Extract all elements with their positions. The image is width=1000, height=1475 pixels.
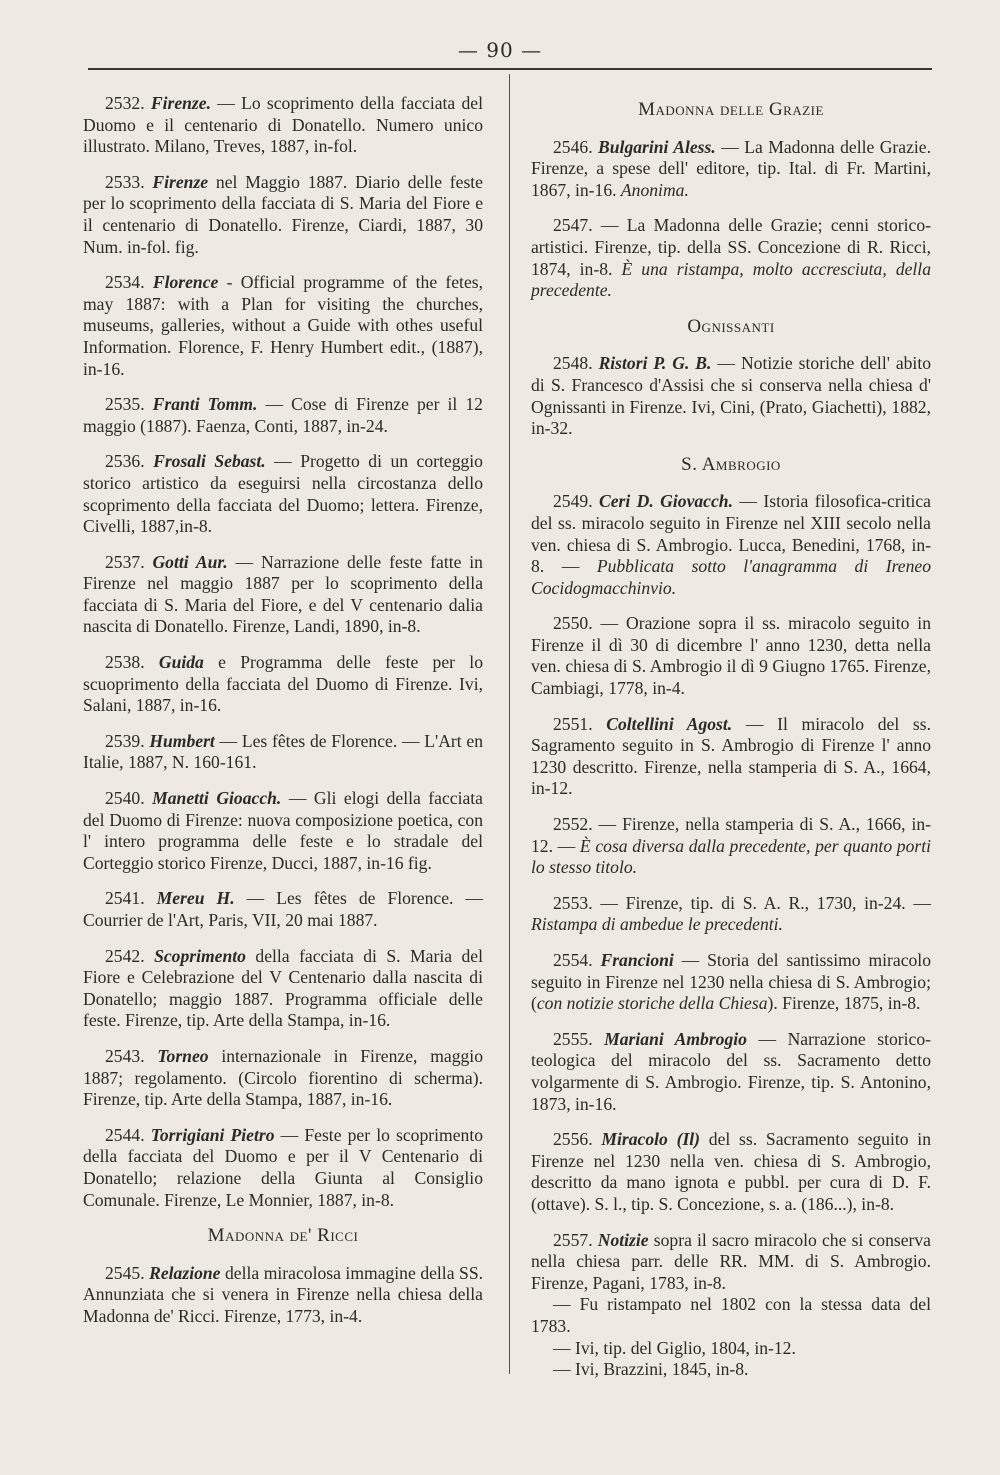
entry-number: 2542. [105, 945, 145, 966]
entry-author: Coltellini Agost. [606, 713, 733, 734]
entry-text: — Orazione sopra il ss. miracolo seguito in Firenze il dì 30 di dicembre l' anno 1230, detta nella ven. chiesa di S. Ambrogio il dì 9 Giugno 1765. Firenze, Cambiagi, 1778, in-4. [531, 613, 931, 699]
section-heading-madonna-delle-grazie: Madonna delle Grazie [638, 99, 824, 120]
entry-2541 [83, 888, 483, 931]
entry-author: Francioni [600, 950, 674, 970]
entry-number: 2551. [553, 713, 593, 734]
entry-2557-continuation: — Fu ristampato nel 1802 con la stessa data del 1783. [531, 1294, 931, 1336]
entry-text: della miracolosa immagine della SS. Annunziata che si venera in Firenze nella chiesa della Madonna de' Ricci. Firenze, 1773, in-4. [83, 1262, 483, 1326]
entry-text: — Les fêtes de Florence. — Courrier de l'Art, Paris, VII, 20 mai 1887. [83, 888, 483, 930]
entry-author: Firenze. [150, 93, 211, 113]
entry-number: 2543. [105, 1045, 145, 1066]
entry-number: 2535. [105, 394, 145, 415]
entry-number: 2536. [105, 451, 145, 472]
entry-author: Gotti Aur. [152, 551, 228, 572]
entry-text: internazionale in Firenze, maggio 1887; regolamento. (Circolo fiorentino di scherma). Firenze, tip. Arte della Stampa, 1887, in-16. [83, 1045, 483, 1110]
entry-text: e Programma delle feste per lo scuoprimento della facciata del Duomo di Firenze. Ivi, Salani, 1887, in-16. [83, 652, 483, 716]
entry-text: — Narrazione delle feste fatte in Firenze nel maggio 1887 per lo scoprimento della facciata di S. Maria del Fiore, e del V centenario dalia nascita di Donatello. Firenze, Landi, 1890, in-8. [83, 551, 483, 637]
entry-text: — Cose di Firenze per il 12 maggio (1887). Faenza, Conti, 1887, in-24. [83, 394, 483, 436]
entry-number: 2537. [105, 551, 145, 572]
entry-number: 2539. [105, 730, 145, 751]
entry-text: — Firenze, nella stamperia di S. A., 1666, in-12. — [531, 814, 931, 856]
entry-author: Miracolo (Il) [601, 1129, 701, 1150]
entry-2532 [83, 93, 483, 158]
entry-author: Frosali Sebast. [153, 451, 266, 472]
entry-author: Relazione [149, 1262, 221, 1283]
entry-2549 [531, 491, 931, 599]
entry-author: Manetti Gioacch. [152, 788, 282, 809]
entry-number: 2544. [105, 1124, 145, 1145]
entry-number: 2553. [553, 892, 593, 913]
entry-number: 2540. [105, 788, 145, 809]
entry-text: — La Madonna delle Grazie; cenni storico-artistici. Firenze, tip. della SS. Concezione di R. Ricci, 1874, in-8. [531, 215, 931, 279]
entry-2539 [83, 731, 483, 774]
entry-text: - Official programme of the fetes, may 1887: with a Plan for visiting the churches, museums, galleries, without a Guide with othes useful Information. Florence, F. Henry Humbert edit., (1887), in-16. [83, 272, 483, 379]
entry-2533 [83, 172, 483, 258]
entry-author: Florence [152, 272, 219, 293]
entry-2543 [83, 1046, 483, 1111]
entry-2553 [531, 893, 931, 936]
entry-2556 [531, 1129, 931, 1215]
entry-text: sopra il sacro miracolo che si conserva nella chiesa parr. delle RR. MM. di S. Ambrogio. Firenze, Pagani, 1783, in-8. [531, 1229, 931, 1293]
entry-note: Ristampa di ambedue le precedenti. [531, 914, 783, 935]
entry-text: — Les fêtes de Florence. — L'Art en Italie, 1887, N. 160-161. [83, 730, 483, 773]
entry-number: 2532. [105, 93, 145, 113]
entry-2551 [531, 714, 931, 800]
entry-number: 2554. [553, 950, 593, 970]
entry-2550 [531, 613, 931, 699]
entry-number: 2550. [553, 613, 593, 634]
entry-text: — Istoria filosofica-critica del ss. miracolo seguito in Firenze nel XIII secolo nella ven. chiesa di S. Ambrogio. Lucca, Benedini, 1768, in-8. — [531, 491, 931, 577]
entry-number: 2541. [105, 888, 145, 909]
entry-2554 [531, 950, 931, 1015]
entry-text: — Lo scoprimento della facciata del Duomo e il centenario di Donatello. Numero unico illustrato. Milano, Treves, 1887, in-fol. [83, 93, 483, 157]
entry-text: — La Madonna delle Grazie. Firenze, a spese dell' editore, tip. Ital. di Fr. Martini, 1867, in-16. [531, 136, 931, 200]
entry-number: 2547. [553, 215, 593, 236]
section-heading-s-ambrogio: S. Ambrogio [681, 453, 781, 475]
entry-note: con notizie storiche della Chiesa [536, 993, 768, 1014]
entry-author: Ceri D. Giovacch. [599, 491, 733, 512]
entry-number: 2555. [553, 1028, 593, 1049]
entry-author: Humbert [149, 730, 215, 751]
entry-2557-continuation: — Ivi, Brazzini, 1845, in-8. [553, 1359, 749, 1380]
entry-text: — Firenze, tip. di S. A. R., 1730, in-24. — [592, 892, 931, 913]
entry-text-end: ). Firenze, 1875, in-8. [767, 993, 921, 1014]
entry-author: Ristori P. G. B. [598, 353, 712, 374]
page-number: — 90 — [457, 38, 543, 62]
entry-author: Bulgarini Aless. [598, 136, 716, 157]
entry-note: È cosa diversa dalla precedente, per quanto porti lo stesso titolo. [531, 835, 931, 878]
entry-2557 [531, 1230, 931, 1295]
entry-2548 [531, 353, 931, 439]
entry-number: 2545. [105, 1262, 145, 1283]
entry-text: — Il miracolo del ss. Sagramento seguito in S. Ambrogio di Firenze l' anno 1230 descritto. Firenze, nella stamperia di S. A., 1664, in-12. [531, 713, 931, 799]
entry-author: Torneo [157, 1045, 209, 1066]
entry-text: — Storia del santissimo miracolo seguito in Firenze nel 1230 nella chiesa di S. Ambrogio; ( [531, 950, 931, 1014]
entry-text: — Notizie storiche dell' abito di S. Francesco d'Assisi che si conserva nella chiesa d' Ognissanti in Firenze. Ivi, Cini, (Prato, Giachetti), 1882, in-32. [531, 353, 932, 439]
entry-2542 [83, 946, 483, 1032]
entry-note: Anonima. [620, 179, 689, 200]
entry-author: Mereu H. [156, 888, 235, 909]
entry-2535 [83, 394, 483, 437]
entry-2538 [83, 652, 483, 717]
entry-text: — Gli elogi della facciata del Duomo di Firenze: nuova composizione poetica, con l' intero programma delle feste e lo stradale del Corteggio storico Firenze, Ducci, 1887, in-16 fig. [83, 788, 483, 873]
entry-number: 2552. [553, 814, 593, 835]
entry-text: — Feste per lo scoprimento della facciata del Duomo e per il V Centenario di Donatello; relazione della Giunta al Consiglio Comunale. Firenze, Le Monnier, 1887, in-8. [83, 1124, 483, 1210]
section-heading-ognissanti: Ognissanti [687, 315, 775, 337]
entry-number: 2534. [105, 272, 145, 293]
entry-2544 [83, 1125, 483, 1211]
entry-number: 2557. [553, 1229, 593, 1250]
entry-2536 [83, 451, 483, 537]
entry-2534 [83, 272, 483, 380]
left-column [83, 93, 483, 1342]
entry-number: 2538. [105, 652, 145, 673]
header-rule [88, 68, 932, 70]
entry-author: Scoprimento [154, 945, 246, 966]
right-column [531, 93, 931, 1381]
entry-2557-continuation: — Ivi, tip. del Giglio, 1804, in-12. [553, 1337, 796, 1358]
entry-note: È una ristampa, molto accresciuta, della precedente. [531, 258, 931, 301]
entry-text: — Narrazione storico-teologica del miracolo del ss. Sacramento detto volgarmente di S. Ambrogio. Firenze, tip. S. Antonino, 1873, in-16. [531, 1028, 931, 1114]
entry-2537 [83, 552, 483, 638]
entry-2546 [531, 137, 931, 202]
entry-number: 2546. [553, 136, 593, 157]
entry-text: — Progetto di un corteggio storico artistico da eseguirsi nella circostanza dello scoprimento della facciata del Duomo; lettera. Firenze, Civelli, 1887,in-8. [83, 451, 483, 537]
entry-author: Torrigiani Pietro [150, 1124, 275, 1145]
entry-2552 [531, 814, 931, 879]
entry-author: Notizie [597, 1229, 649, 1250]
entry-author: Franti Tomm. [152, 394, 258, 415]
section-heading-madonna-de-ricci: Madonna de' Ricci [207, 1225, 359, 1247]
entry-text: della facciata di S. Maria del Fiore e Celebrazione del V Centenario dalla nascita di Donatello; maggio 1887. Programma officiale delle feste. Firenze, tip. Arte della Stampa, in-16. [83, 945, 483, 1031]
entry-author: Guida [158, 652, 204, 673]
entry-number: 2549. [553, 491, 593, 512]
column-divider [509, 74, 510, 1374]
entry-2540 [83, 788, 483, 874]
entry-note: Pubblicata sotto l'anagramma di Ireneo Cocidogmacchinvio. [531, 556, 931, 598]
entry-author: Firenze [152, 171, 209, 192]
entry-2545 [83, 1263, 483, 1328]
entry-number: 2533. [105, 171, 145, 192]
entry-text: nel Maggio 1887. Diario delle feste per lo scoprimento della facciata di S. Maria del Fiore e il centenario di Donatello. Firenze, Ciardi, 1887, 30 Num. in-fol. fig. [83, 171, 483, 257]
entry-number: 2548. [553, 353, 593, 374]
entry-2555 [531, 1029, 931, 1115]
entry-author: Mariani Ambrogio [604, 1028, 747, 1049]
entry-text: del ss. Sacramento seguito in Firenze nel 1230 nella ven. chiesa di S. Ambrogio, descritto da mano ignota e pubbl. per cura di D. F. (ottave). S. l., tip. S. Concezione, s. a. (186...), in-8. [531, 1129, 931, 1214]
entry-number: 2556. [553, 1129, 593, 1150]
entry-2547 [531, 215, 931, 301]
